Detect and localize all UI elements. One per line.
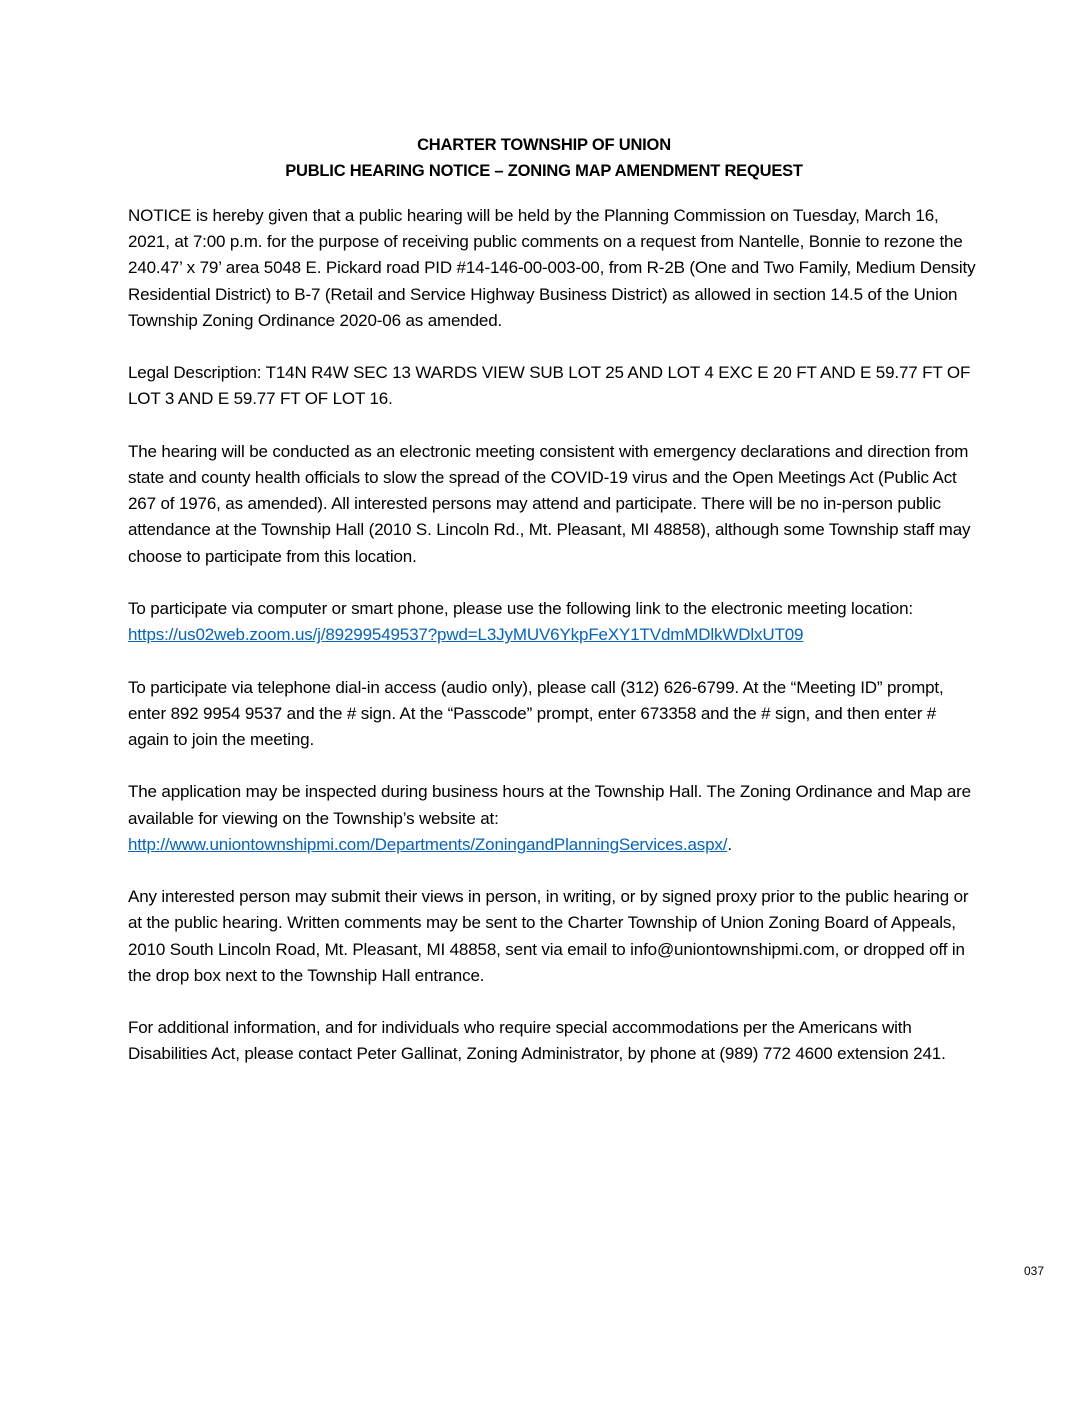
notice-header — [0, 132, 1088, 184]
electronic-meeting-paragraph: The hearing will be conducted as an electronic meeting consistent with emergency declarations and direction from state and county health officials to slow the spread of the COVID-19 virus and the Open Meetings Act (Public Act 267 of 1976, as amended). All interested persons may attend and participate. There will be no in-person public attendance at the Township Hall (2010 S. Lincoln Rd., Mt. Pleasant, MI 48858), although some Township staff may choose to participate from this location. — [128, 441, 971, 566]
legal-description-paragraph: Legal Description: T14N R4W SEC 13 WARDS VIEW SUB LOT 25 AND LOT 4 EXC E 20 FT AND E 59.77 FT OF LOT 3 AND E 59.77 FT OF LOT 16. — [128, 363, 971, 409]
application-inspection-paragraph — [128, 779, 978, 858]
telephone-participation-paragraph: To participate via telephone dial-in access (audio only), please call (312) 626-6799. At the “Meeting ID” prompt, enter 892 9954 9537 and the # sign. At the “Passcode” prompt, enter 673358 and the # sign, and then enter # again to join the meeting. — [128, 677, 944, 749]
zoom-meeting-link[interactable]: https://us02web.zoom.us/j/89299549537?pwd=L3JyMUV6YkpFeXY1TVdmMDlkWDlxUT09 — [128, 625, 804, 645]
township-website-link[interactable]: http://www.uniontownshipmi.com/Departments/ZoningandPlanningServices.aspx/ — [128, 834, 728, 854]
computer-participation-text: To participate via computer or smart phone, please use the following link to the electronic meeting location: — [128, 599, 913, 618]
application-inspection-text: The application may be inspected during business hours at the Township Hall. The Zoning Ordinance and Map are available for viewing on the Township’s website at: — [128, 782, 971, 828]
document-subtitle: PUBLIC HEARING NOTICE – ZONING MAP AMENDMENT REQUEST — [285, 162, 803, 180]
notice-paragraph: NOTICE is hereby given that a public hearing will be held by the Planning Commission on Tuesday, March 16, 2021, at 7:00 p.m. for the purpose of receiving public comments on a request from Nantelle, Bonnie to rezone the 240.47’ x 79’ area 5048 E. Pickard road PID #14-146-00-003-00, from R-2B (One and Two Family, Medium Density Residential District) to B-7 (Retail and Service Highway Business District) as allowed in section 14.5 of the Union Township Zoning Ordinance 2020-06 as amended. — [128, 206, 976, 330]
computer-participation-paragraph — [128, 596, 978, 648]
additional-information-paragraph: For additional information, and for individuals who require special accommodations per the Americans with Disabilities Act, please contact Peter Gallinat, Zoning Administrator, by phone at (989) 772 4600 extension 241. — [128, 1018, 946, 1064]
submit-views-paragraph: Any interested person may submit their views in person, in writing, or by signed proxy prior to the public hearing or at the public hearing. Written comments may be sent to the Charter Township of Union Zoning Board of Appeals, 2010 South Lincoln Road, Mt. Pleasant, MI 48858, sent via email to info@uniontownshipmi.com, or dropped off in the drop box next to the Township Hall entrance. — [128, 887, 969, 985]
document-title: CHARTER TOWNSHIP OF UNION — [417, 136, 671, 154]
website-link-period: . — [727, 834, 732, 854]
page-number: 037 — [1024, 1264, 1045, 1278]
notice-body — [128, 203, 978, 1094]
